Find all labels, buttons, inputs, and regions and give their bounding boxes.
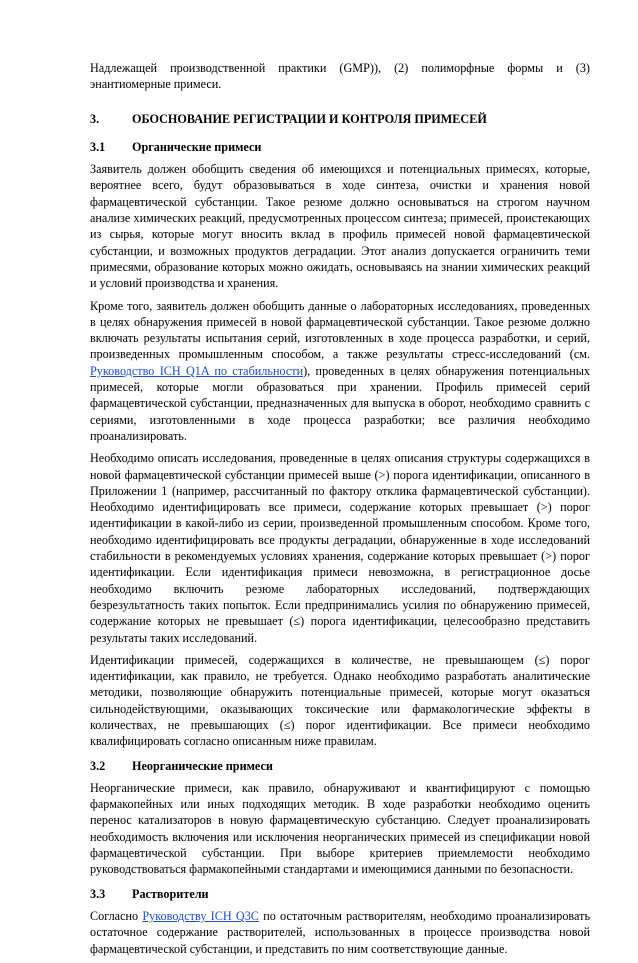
intro-paragraph: Надлежащей производственной практики (GMP)), (2) полиморфные формы и (3) энантиомерные примеси. <box>90 61 590 92</box>
section-3-1-title: Органические примеси <box>132 139 262 154</box>
section-3-heading <box>90 111 590 127</box>
section-3-number: 3. <box>90 111 100 126</box>
section-3-2-heading <box>90 758 590 774</box>
s33-p1-text-before: Согласно <box>90 908 143 923</box>
section-3-1-number: 3.1 <box>90 139 106 154</box>
section-3-3-number: 3.3 <box>90 886 106 901</box>
page-content <box>90 60 590 963</box>
section-3-3-heading <box>90 886 590 902</box>
s31-paragraph-3: Необходимо описать исследования, проведенные в целях описания структуры содержащихся в новой фармацевтической субстанции примесей выше (>) порога идентификации, описанного в Приложении 1 (например, рассчитанный по фактору отклика фармацевтической субстанции). Необходимо идентифицировать все примеси, содержание которых превышает (>) порог идентификации в какой-либо из серии, произведенной промышленным способом. Кроме того, необходимо идентифицировать все продукты деградации, обнаруженные в ходе исследований стабильности в рекомендуемых условиях хранения, содержание которых превышает (>) порог идентификации. Если идентификация примеси невозможна, в регистрационное досье необходимо включить резюме лабораторных исследований, подтверждающих безрезультатность таких попыток. Если предпринимались усилия по обнаружению примесей, содержание которых не превышает (≤) порога идентификации, целесообразно представить результаты таких исследований. <box>90 451 590 645</box>
s31-p2-text-before: Кроме того, заявитель должен обобщить данные о лабораторных исследованиях, проведенных в целях обнаружения примесей в новой фармацевтической субстанции. Такое резюме должно включать результаты испытания серий, изготовленных в ходе процесса разработки, и серий, произведенных промышленным способом, а также результаты стресс-исследований (см. <box>90 298 590 362</box>
section-3-2-number: 3.2 <box>90 758 106 773</box>
s31-paragraph-4: Идентификации примесей, содержащихся в количестве, не превышающем (≤) порог идентификации, как правило, не требуется. Однако необходимо разработать аналитические методики, позволяющие обнаружить потенциальные примесей, которые могут оказаться сильнодействующими, оказывающих токсические или фармакологические эффекты в количествах, не превышающих (≤) порог идентификации. Все примеси необходимо квалифицировать согласно описанным ниже правилам. <box>90 652 590 749</box>
s31-paragraph-2 <box>90 298 590 445</box>
s32-paragraph-1: Неорганические примеси, как правило, обнаруживают и квантифицируют с помощью фармакопейных или иных подходящих методик. В ходе разработки необходимо оценить перенос катализаторов в новую фармацевтическую субстанцию. Следует проанализировать необходимость включения или исключения неорганических примесей из спецификации новой фармацевтической субстанции. При выборе критериев приемлемости необходимо руководствоваться фармакопейными стандартами и имеющимися данными по безопасности. <box>90 780 590 877</box>
section-3-3-title: Растворители <box>132 886 209 901</box>
s33-p1-text-after: по остаточным растворителям, необходимо проанализировать остаточное содержание растворителей, использованных в процессе производства новой фармацевтической субстанции, и представить по ним соответствующие данные. <box>90 908 590 956</box>
section-3-title: ОБОСНОВАНИЕ РЕГИСТРАЦИИ И КОНТРОЛЯ ПРИМЕСЕЙ <box>132 111 487 126</box>
ich-q1a-link[interactable]: Руководство ICH Q1A по стабильности <box>90 363 304 378</box>
s31-paragraph-1: Заявитель должен обобщить сведения об имеющихся и потенциальных примесях, которые, вероятнее всего, будут образовываться в ходе синтеза, очистки и хранения новой фармацевтической субстанции. Такое резюме должно основываться на строгом научном анализе химических реакций, предусмотренных процессом синтеза; примесей, проистекающих из сырья, которые могут вносить вклад в профиль примесей новой фармацевтической субстанции, и возможных продуктов деградации. Этот анализ допускается ограничить теми примесями, образование которых можно ожидать, основываясь на знании химических реакций и условий производства и хранения. <box>90 162 590 291</box>
ich-q3c-link[interactable]: Руководству ICH Q3C <box>142 908 259 923</box>
s31-p2-text-after: ), проведенных в целях обнаружения потенциальных примесей, которые могли образоваться при хранении. Профиль примесей серий фармацевтической субстанции, предназначенных для выпуска в оборот, необходимо сравнить с сериями, изготовленными в ходе процесса разработки; все различия необходимо проанализировать. <box>90 363 590 443</box>
section-3-2-title: Неорганические примеси <box>132 758 273 773</box>
section-3-1-heading <box>90 139 590 155</box>
s33-paragraph-1 <box>90 908 590 957</box>
